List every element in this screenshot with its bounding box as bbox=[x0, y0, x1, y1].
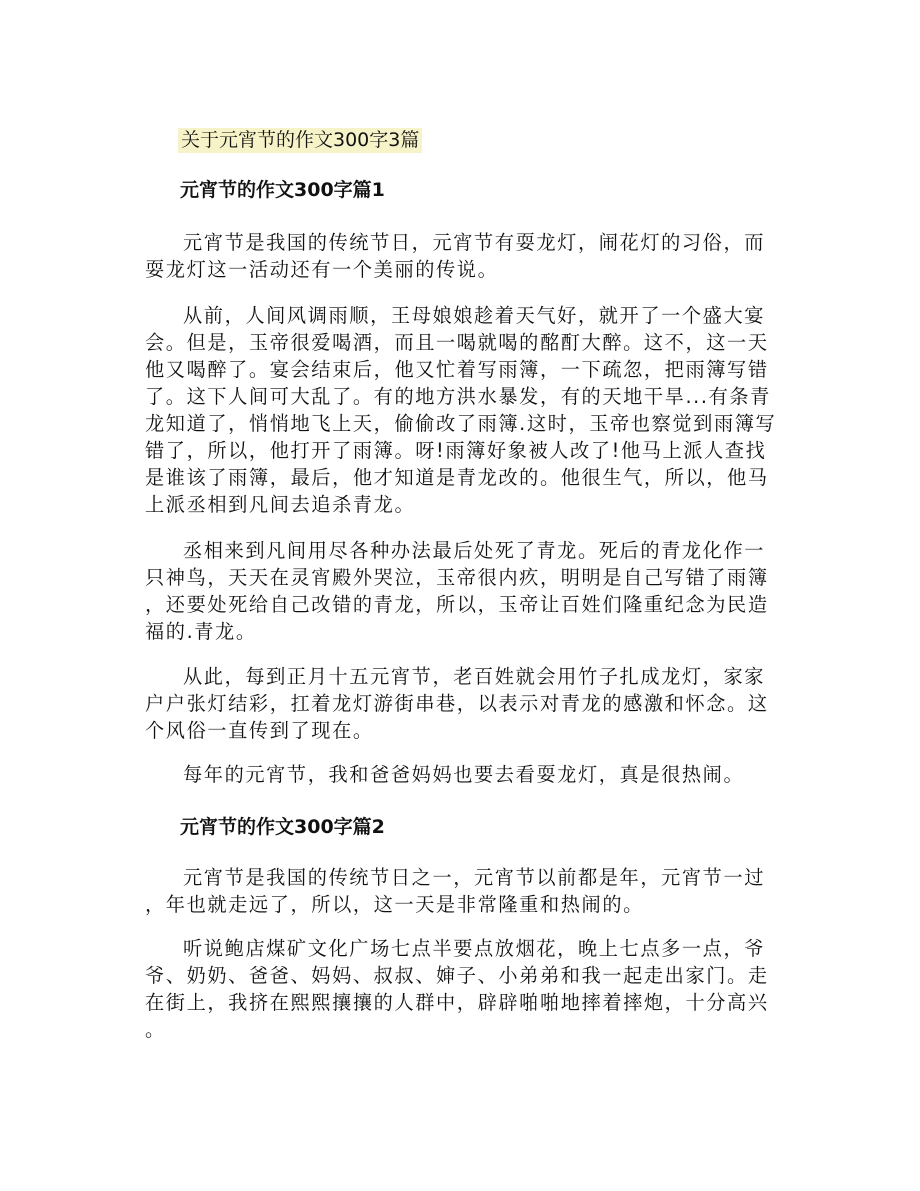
paragraph-line: 福的.青龙。 bbox=[145, 620, 257, 643]
paragraph-line: 耍龙灯这一活动还有一个美丽的传说。 bbox=[145, 258, 499, 281]
paragraph-line: 上派丞相到凡间去追杀青龙。 bbox=[145, 493, 416, 516]
paragraph-line: 个风俗一直传到了现在。 bbox=[145, 719, 374, 742]
paragraph-line: 是谁该了雨簿，最后，他才知道是青龙改的。他很生气，所以，他马 bbox=[145, 466, 769, 489]
paragraph bbox=[145, 663, 785, 744]
paragraph-line: 爷、奶奶、爸爸、妈妈、叔叔、婶子、小弟弟和我一起走出家门。走 bbox=[145, 964, 769, 987]
paragraph-line: 了。这下人间可大乱了。有的地方洪水暴发，有的天地干旱...有条青 bbox=[145, 385, 771, 408]
paragraph bbox=[145, 864, 785, 918]
paragraph bbox=[145, 935, 785, 1043]
paragraph-line: 元宵节是我国的传统节日之一，元宵节以前都是年，元宵节一过 bbox=[183, 866, 766, 889]
paragraph bbox=[145, 229, 785, 283]
paragraph-line: 从前，人间风调雨顺，王母娘娘趁着天气好，就开了一个盛大宴 bbox=[183, 304, 766, 327]
paragraph-line: 他又喝醉了。宴会结束后，他又忙着写雨簿，一下疏忽，把雨簿写错 bbox=[145, 358, 769, 381]
paragraph-line: ，还要处死给自己改错的青龙，所以，玉帝让百姓们隆重纪念为民造 bbox=[145, 593, 769, 616]
paragraph-line: 错了，所以，他打开了雨簿。呀!雨簿好象被人改了!他马上派人查找 bbox=[145, 439, 767, 462]
section-heading-1: 元宵节的作文300字篇1 bbox=[180, 179, 385, 201]
paragraph-line: 龙知道了，悄悄地飞上天，偷偷改了雨簿.这时，玉帝也察觉到雨簿写 bbox=[145, 412, 777, 435]
paragraph-line: 丞相来到凡间用尽各种办法最后处死了青龙。死后的青龙化作一 bbox=[183, 539, 766, 562]
paragraph-line: 从此，每到正月十五元宵节，老百姓就会用竹子扎成龙灯，家家 bbox=[183, 665, 766, 688]
paragraph-line: 在街上，我挤在熙熙攘攘的人群中，辟辟啪啪地摔着摔炮，十分高兴 bbox=[145, 991, 769, 1014]
paragraph-line: 。 bbox=[145, 1018, 166, 1041]
section-heading-2: 元宵节的作文300字篇2 bbox=[180, 816, 385, 838]
paragraph bbox=[145, 537, 785, 645]
document-title: 关于元宵节的作文300字3篇 bbox=[178, 128, 422, 153]
paragraph-line: 元宵节是我国的传统节日，元宵节有耍龙灯，闹花灯的习俗，而 bbox=[183, 231, 766, 254]
paragraph bbox=[145, 302, 785, 518]
paragraph-line: 只神鸟，天天在灵宵殿外哭泣，玉帝很内疚，明明是自己写错了雨簿 bbox=[145, 566, 769, 589]
paragraph bbox=[145, 761, 785, 788]
paragraph-line: 每年的元宵节，我和爸爸妈妈也要去看耍龙灯，真是很热闹。 bbox=[183, 763, 745, 786]
paragraph-line: 听说鲍店煤矿文化广场七点半要点放烟花，晚上七点多一点，爷 bbox=[183, 937, 766, 960]
paragraph-line: 户户张灯结彩，扛着龙灯游街串巷，以表示对青龙的感激和怀念。这 bbox=[145, 692, 769, 715]
paragraph-line: 会。但是，玉帝很爱喝酒，而且一喝就喝的酩酊大醉。这不，这一天 bbox=[145, 331, 769, 354]
paragraph-line: ，年也就走远了，所以，这一天是非常隆重和热闹的。 bbox=[145, 893, 644, 916]
